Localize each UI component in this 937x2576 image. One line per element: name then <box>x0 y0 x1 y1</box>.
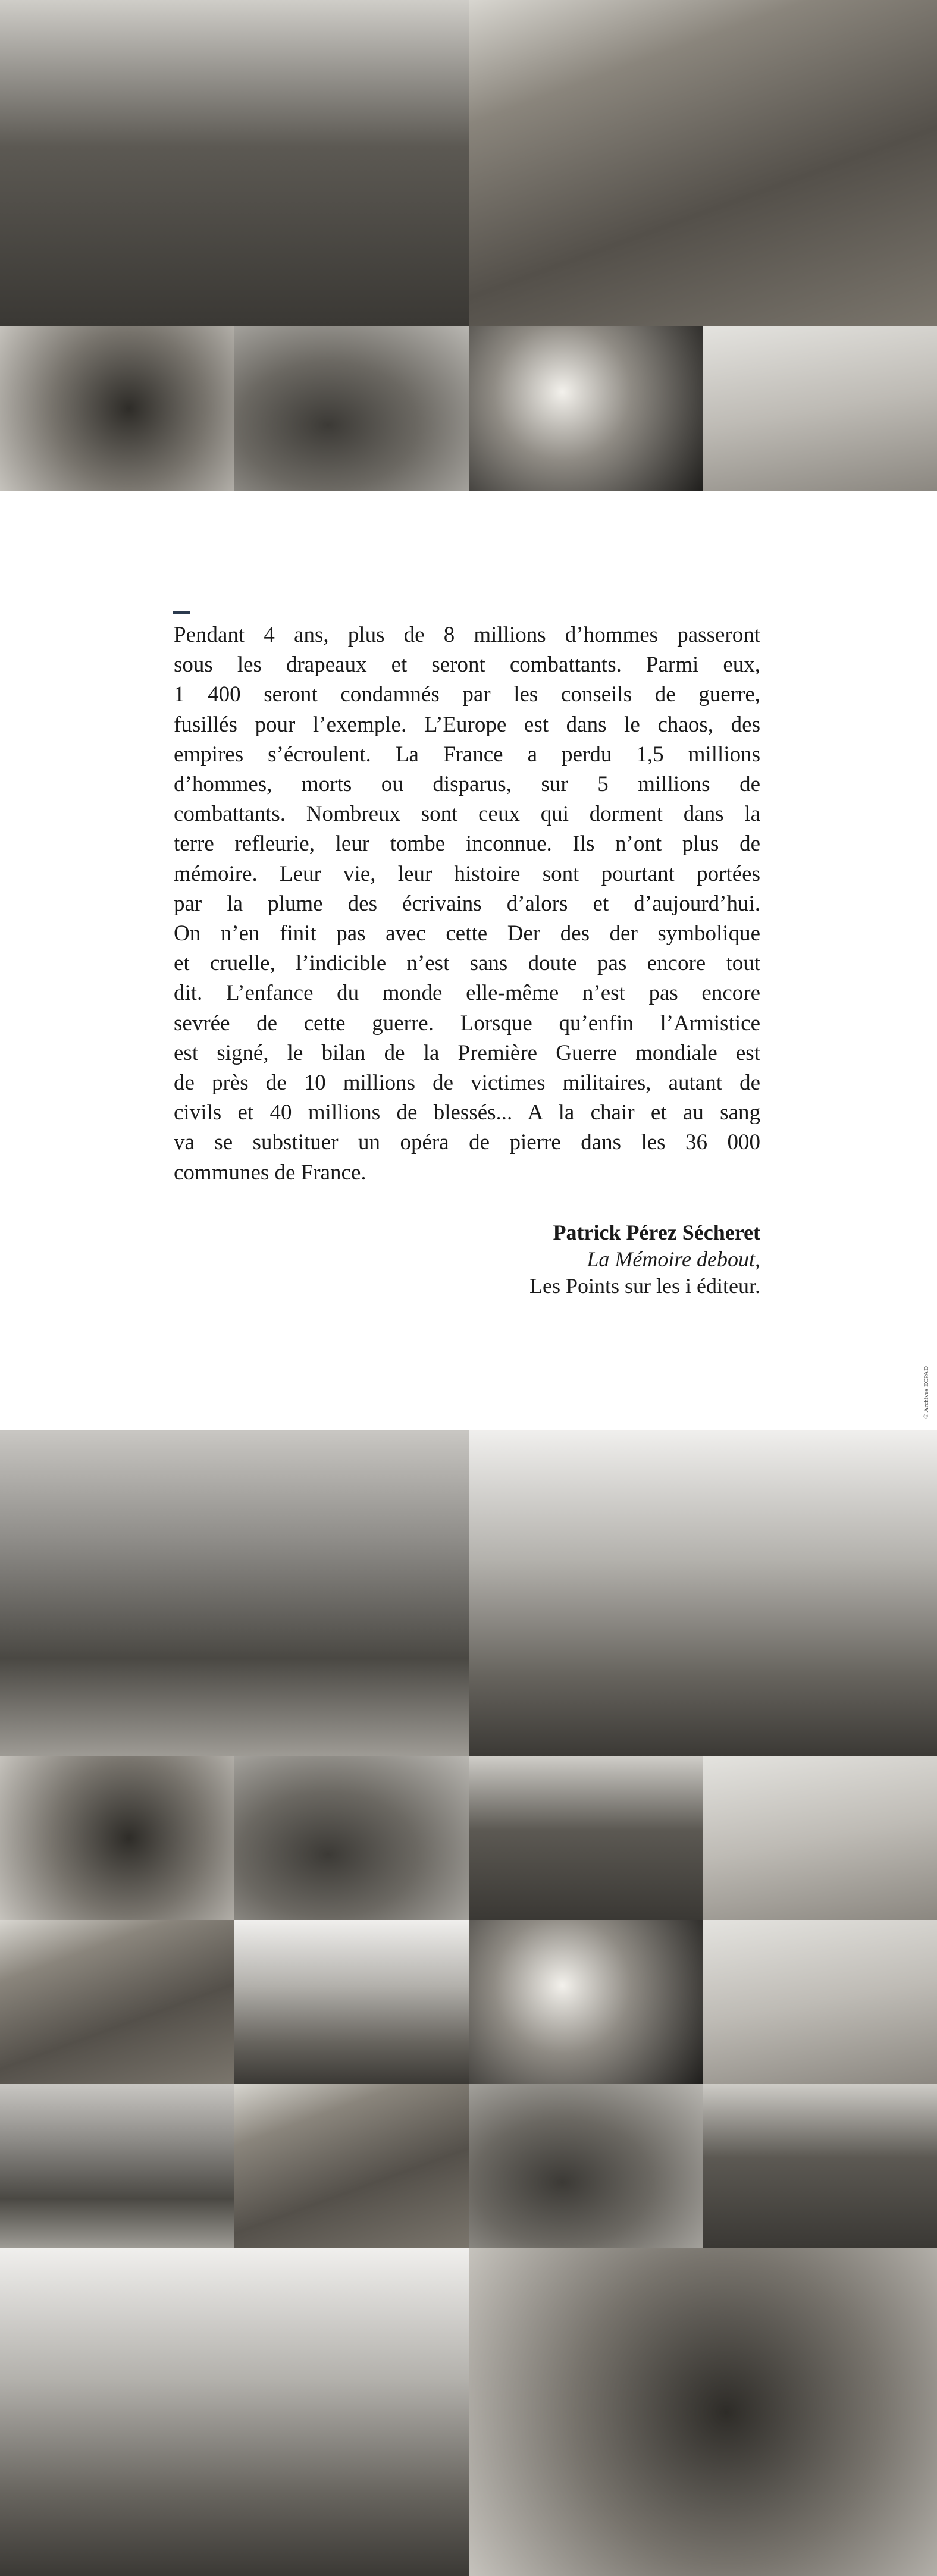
text-line: est signé, le bilan de la Première Guerre mondiale est <box>174 1040 760 1065</box>
photo-soldier-with-flag-2 <box>469 2084 703 2248</box>
photo-soldier-with-flag <box>234 326 469 491</box>
photo-officers-at-tables <box>0 1430 469 1756</box>
text-line: va se substituer un opéra de pierre dans les 36 000 <box>174 1130 760 1155</box>
photo-field-trenches <box>703 326 937 491</box>
photo-nurse-patient <box>469 326 703 491</box>
book-title: La Mémoire debout, <box>587 1247 760 1271</box>
text-line: combattants. Nombreux sont ceux qui dorment dans la <box>174 802 760 827</box>
text-line: mémoire. Leur vie, leur histoire sont pourtant portées <box>174 861 760 886</box>
photo-soldier-with-child <box>469 1756 703 1920</box>
photo-grass-field <box>234 2084 469 2248</box>
text-line: On n’en finit pas avec cette Der des der symbolique <box>174 921 760 946</box>
photo-credit: © Archives ECPAD <box>923 1366 930 1419</box>
publisher: Les Points sur les i éditeur. <box>529 1274 760 1298</box>
text-line: par la plume des écrivains d’alors et d’aujourd’hui. <box>174 891 760 916</box>
photo-soldier-in-woods <box>0 326 234 491</box>
body-paragraph <box>174 620 760 1188</box>
photo-soldiers-helmets <box>234 1756 469 1920</box>
photo-women-in-field <box>234 1920 469 2084</box>
photo-trench-soldiers <box>0 0 469 326</box>
text-line: dit. L’enfance du monde elle-même n’est pas encore <box>174 981 760 1006</box>
photo-battlefield-bodies <box>703 1920 937 2084</box>
photo-ruined-building <box>469 1430 937 1756</box>
photo-munitions-factory <box>703 2084 937 2248</box>
text-line: fusillés pour l’exemple. L’Europe est dans le chaos, des <box>174 712 760 737</box>
photo-soldiers-hillside <box>0 1920 234 2084</box>
text-line: sevrée de cette guerre. Lorsque qu’enfin l’Armistice <box>174 1011 760 1036</box>
signature-block <box>529 1219 760 1300</box>
text-line: civils et 40 millions de blessés... A la chair et au sang <box>174 1100 760 1125</box>
text-line: empires s’écroulent. La France a perdu 1,5 millions <box>174 742 760 767</box>
text-line: et cruelle, l’indicible n’est sans doute pas encore tout <box>174 951 760 976</box>
photo-soldiers-brushwood <box>0 1756 234 1920</box>
photo-hillside-slope <box>469 0 937 326</box>
photo-overturned-truck <box>0 2248 469 2576</box>
accent-dash <box>173 611 190 614</box>
text-line: 1 400 seront condamnés par les conseils de guerre, <box>174 682 760 707</box>
text-line: communes de France. <box>174 1160 366 1185</box>
text-line: terre refleurie, leur tombe inconnue. Ils n’ont plus de <box>174 832 760 856</box>
photo-soldiers-road <box>0 2084 234 2248</box>
text-line: d’hommes, morts ou disparus, sur 5 millions de <box>174 772 760 797</box>
text-line: Pendant 4 ans, plus de 8 millions d’hommes passeront <box>174 623 760 647</box>
author-name: Patrick Pérez Sécheret <box>553 1220 760 1244</box>
top-photo-grid <box>0 0 937 491</box>
text-line: de près de 10 millions de victimes militaires, autant de <box>174 1071 760 1096</box>
photo-street-scene <box>469 1920 703 2084</box>
photo-hospital-ward <box>703 1756 937 1920</box>
photo-soldier-in-forest <box>469 2248 937 2576</box>
bottom-photo-grid <box>0 1430 937 2576</box>
text-line: sous les drapeaux et seront combattants. Parmi eux, <box>174 652 760 677</box>
